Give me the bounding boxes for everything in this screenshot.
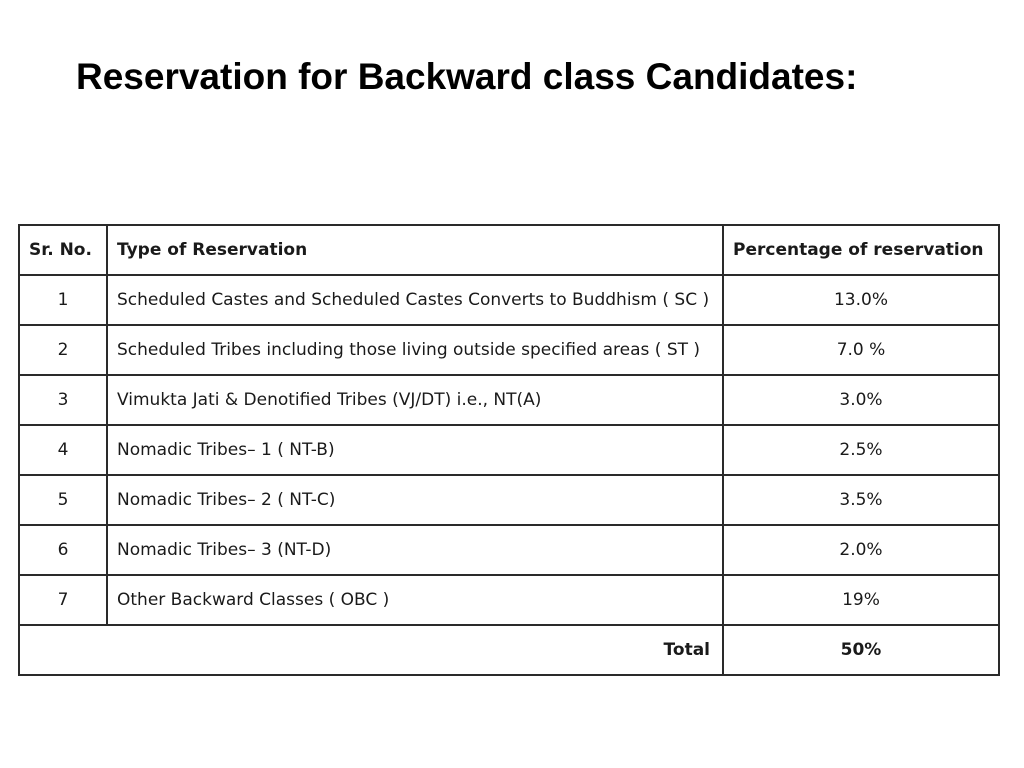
- cell-type: Scheduled Tribes including those living outside specified areas ( ST ): [107, 325, 723, 375]
- table-header-row: [19, 225, 999, 275]
- total-value: 50%: [723, 625, 999, 675]
- cell-type: Scheduled Castes and Scheduled Castes Converts to Buddhism ( SC ): [107, 275, 723, 325]
- cell-sr-no: 4: [19, 425, 107, 475]
- table-row: [19, 475, 999, 525]
- cell-sr-no: 2: [19, 325, 107, 375]
- cell-type: Vimukta Jati & Denotified Tribes (VJ/DT) i.e., NT(A): [107, 375, 723, 425]
- cell-type: Nomadic Tribes– 3 (NT-D): [107, 525, 723, 575]
- cell-percentage: 2.5%: [723, 425, 999, 475]
- cell-percentage: 7.0 %: [723, 325, 999, 375]
- cell-percentage: 19%: [723, 575, 999, 625]
- table-row: [19, 525, 999, 575]
- cell-sr-no: 6: [19, 525, 107, 575]
- table-row: [19, 575, 999, 625]
- header-type-of-reservation: Type of Reservation: [107, 225, 723, 275]
- cell-type: Nomadic Tribes– 1 ( NT-B): [107, 425, 723, 475]
- table-row: [19, 275, 999, 325]
- header-sr-no: Sr. No.: [19, 225, 107, 275]
- page-title: Reservation for Backward class Candidates:: [76, 56, 858, 97]
- header-percentage: Percentage of reservation: [723, 225, 999, 275]
- cell-sr-no: 1: [19, 275, 107, 325]
- cell-type: Other Backward Classes ( OBC ): [107, 575, 723, 625]
- cell-percentage: 13.0%: [723, 275, 999, 325]
- total-row: [19, 625, 999, 675]
- table-row: [19, 425, 999, 475]
- table-row: [19, 325, 999, 375]
- reservation-table: [18, 224, 1000, 676]
- table-row: [19, 375, 999, 425]
- cell-percentage: 3.5%: [723, 475, 999, 525]
- cell-sr-no: 3: [19, 375, 107, 425]
- total-label: Total: [19, 625, 723, 675]
- cell-percentage: 3.0%: [723, 375, 999, 425]
- cell-type: Nomadic Tribes– 2 ( NT-C): [107, 475, 723, 525]
- cell-percentage: 2.0%: [723, 525, 999, 575]
- cell-sr-no: 7: [19, 575, 107, 625]
- cell-sr-no: 5: [19, 475, 107, 525]
